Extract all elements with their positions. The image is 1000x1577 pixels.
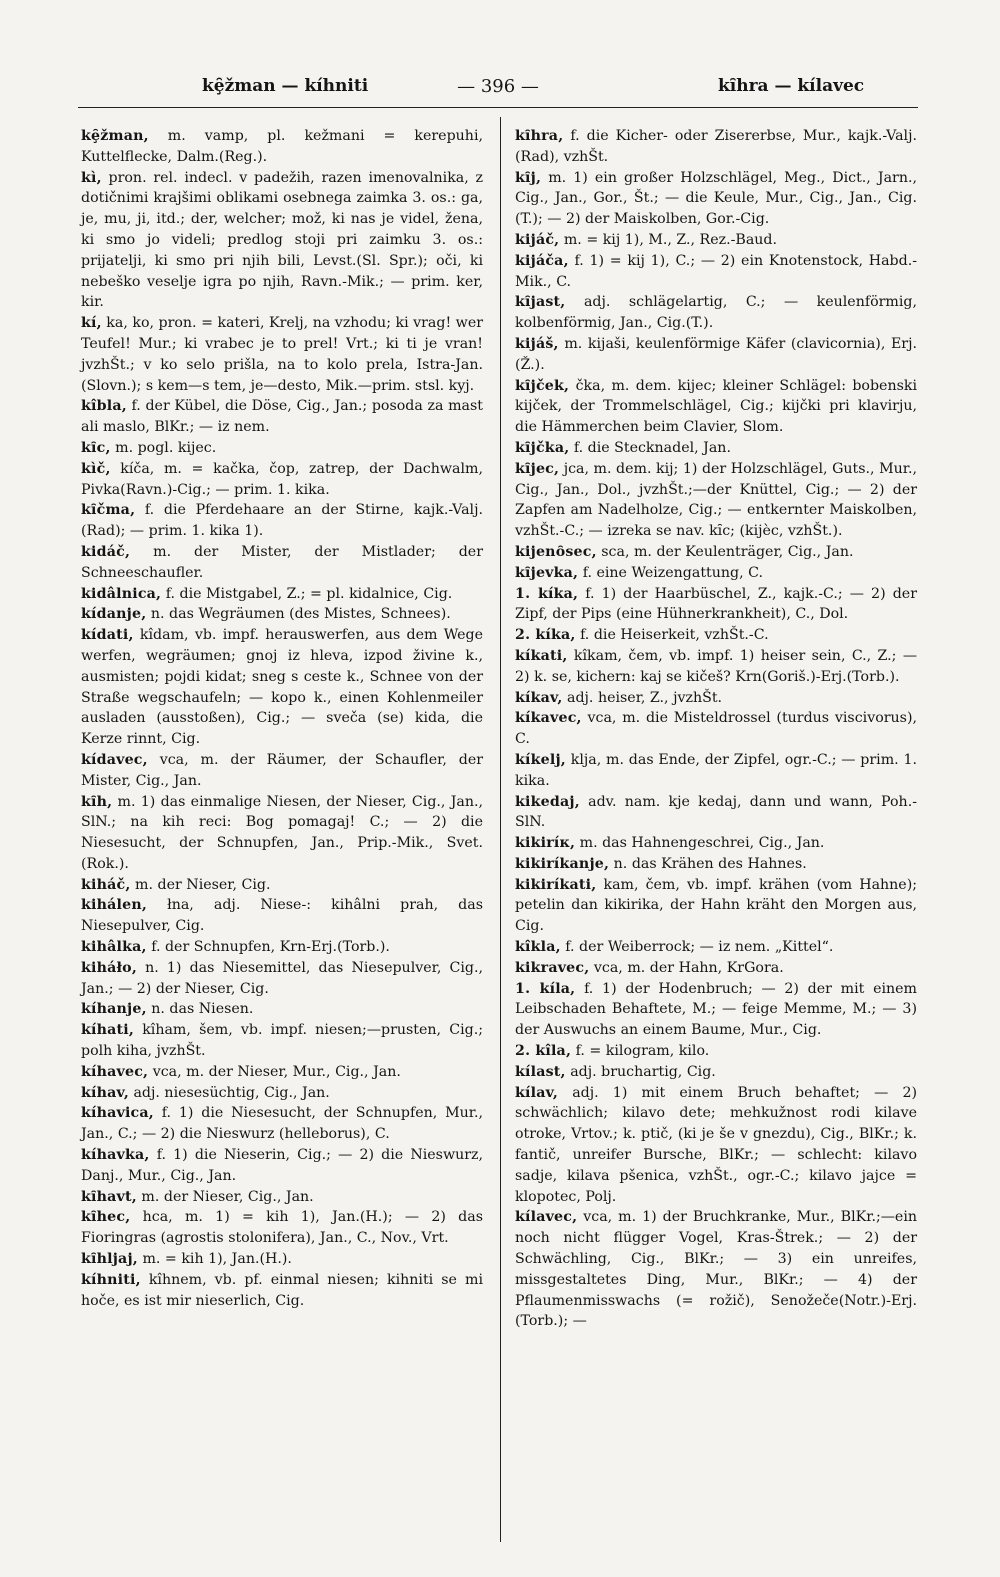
entry-definition: m. 1) das einmalige Niesen, der Nieser, Cig., Jan., SlN.; na kih reci: Bog pomagaj! C.; — 2) die Niesesucht, der Schnupfen, Jan., Prip.-Mik., Svet.(Rok.). bbox=[81, 793, 483, 872]
dictionary-entry bbox=[515, 563, 917, 584]
dictionary-entry bbox=[515, 1207, 917, 1332]
entry-headword: kidâlnica, bbox=[81, 585, 162, 602]
entry-definition: f. 1) die Nieserin, Cig.; — 2) die Nieswurz, Danj., Mur., Cig., Jan. bbox=[81, 1147, 484, 1184]
dictionary-entry bbox=[81, 1083, 483, 1104]
entry-headword: kì, bbox=[81, 169, 102, 186]
running-head bbox=[78, 72, 918, 100]
dictionary-entry bbox=[81, 1187, 483, 1208]
dictionary-entry bbox=[81, 438, 483, 459]
dictionary-entry bbox=[81, 1270, 483, 1312]
entry-definition: f. die Pferdehaare an der Stirne, kajk.-Valj.(Rad); — prim. 1. kika 1). bbox=[81, 502, 483, 540]
entry-definition: ka, ko, pron. = kateri, Krelj, na vzhodu; ki vrag! wer Teufel! Mur.; ki vrabec je to prel! Vrt.; ki ti je vran! jvzhŠt.; v ko selo prišla, na to kolo prela, Istra-Jan.(Slovn.); s kem—s tem, je—desto, Mik.—prim. stsl. kyj. bbox=[81, 315, 483, 394]
dictionary-entry bbox=[81, 875, 483, 896]
entry-definition: m. = kih 1), Jan.(H.). bbox=[142, 1251, 292, 1268]
entry-headword: kikiríkati, bbox=[515, 876, 597, 893]
entry-headword: kíhavec, bbox=[81, 1063, 149, 1080]
entry-definition: n. das Krähen des Hahnes. bbox=[613, 855, 807, 872]
dictionary-entry bbox=[515, 625, 917, 646]
dictionary-entry bbox=[515, 833, 917, 854]
entry-definition: kîdam, vb. impf. herauswerfen, aus dem Wege werfen, wegräumen; gnoj iz hleva, izpod živine k., ausmisten; pojdi kidat; sneg s ceste k., Schnee von der Straße wegschaufeln; — kopo k., einen Kohlenmeiler ausladen (ausstoßen), Cig.; — sveča (se) kida, die Kerze rinnt, Cig. bbox=[81, 627, 484, 748]
entry-headword: kiháč, bbox=[81, 876, 131, 893]
entry-definition: kîhnem, vb. pf. einmal niesen; kihniti se mi hoče, es ist mir nieserlich, Cig. bbox=[81, 1271, 484, 1309]
entry-headword: kȋjčka, bbox=[515, 439, 570, 456]
entry-definition: adj. heiser, Z., jvzhŠt. bbox=[566, 689, 723, 706]
entry-definition: f. = kilogram, kilo. bbox=[575, 1043, 710, 1060]
dictionary-entry bbox=[81, 459, 483, 501]
running-head-right: kȋhra — kílavec bbox=[718, 76, 865, 96]
entry-headword: kí, bbox=[81, 315, 102, 332]
entry-headword: kíhavica, bbox=[81, 1105, 154, 1122]
entry-definition: f. die Mistgabel, Z.; = pl. kidalnice, Cig. bbox=[165, 585, 453, 602]
entry-definition: m. der Nieser, Cig. bbox=[135, 876, 271, 893]
entry-headword: kidáč, bbox=[81, 543, 131, 560]
entry-definition: łna, adj. Niese-: kihâlni prah, das Niesepulver, Cig. bbox=[81, 897, 483, 935]
dictionary-entry bbox=[81, 396, 483, 438]
entry-headword: kìč, bbox=[81, 460, 111, 477]
dictionary-entry bbox=[515, 979, 917, 1041]
entry-headword: kijáča, bbox=[515, 252, 569, 269]
entry-headword: kikedaj, bbox=[515, 793, 580, 810]
entry-headword: kȩ̑žman, bbox=[81, 128, 149, 144]
entry-definition: kam, čem, vb. impf. krähen (vom Hahne); petelin dan kikirika, der Hahn kräht den Morgen aus, Cig. bbox=[515, 876, 918, 935]
entry-headword: kíhav, bbox=[81, 1084, 129, 1101]
dictionary-entry bbox=[515, 126, 917, 168]
entry-headword: kíhanje, bbox=[81, 1001, 147, 1018]
entry-headword: kídati, bbox=[81, 627, 134, 644]
entry-headword: kijenȏsec, bbox=[515, 543, 597, 560]
entry-headword: kihâlka, bbox=[81, 939, 147, 956]
left-column bbox=[81, 126, 483, 1311]
page-number: — 396 — bbox=[457, 75, 539, 97]
entry-definition: jca, m. dem. kij; 1) der Holzschlägel, Guts., Mur., Cig., Jan., Dol., jvzhŠt.;—der Knüttel, Cig.; — 2) der Zapfen am Nadelholze, Cig.; — entkernter Maiskolben, vzhŠt.-C.; — izreka se nav. kȋc; (kijèc, vzhŠt.). bbox=[515, 460, 917, 540]
entry-definition: kîham, šem, vb. impf. niesen;—prusten, Cig.; polh kiha, jvzhŠt. bbox=[81, 1022, 483, 1060]
entry-definition: f. 1) der Hodenbruch; — 2) der mit einem Leibschaden Behaftete, M.; — feige Memme, M.; — 3) der Auswuchs an einem Baume, Mur., Cig. bbox=[515, 980, 918, 1039]
entry-definition: pron. rel. indecl. v padežih, razen imenovalnika, z dotičnimi krajšimi oblikami osebnega zaimka 3. os.: ga, je, mu, ji, itd.; der, welcher; mož, ki nas je videl, žena, ki smo jo videli; predlog stoji pri zaimku 3. os.: prijatelji, ki smo pri njih bili, Levst.(Sl. Spr.); oči, ki nebeško veselje igra po njih, Ravn.-Mik.; — prim. ker, kir. bbox=[81, 169, 483, 311]
dictionary-entry bbox=[515, 542, 917, 563]
entry-headword: kíhati, bbox=[81, 1022, 135, 1039]
dictionary-entry bbox=[515, 1062, 917, 1083]
dictionary-entry bbox=[515, 937, 917, 958]
entry-definition: vca, m. der Nieser, Mur., Cig., Jan. bbox=[152, 1063, 401, 1080]
entry-definition: kíča, m. = kačka, čop, zatrep, der Dachwalm, Pivka(Ravn.)-Cig.; — prim. 1. kika. bbox=[81, 460, 483, 498]
dictionary-entry bbox=[81, 168, 483, 314]
entry-definition: m. der Mister, der Mistlader; der Schneeschaufler. bbox=[81, 543, 483, 581]
entry-definition: adv. nam. kje kedaj, dann und wann, Poh.-SlN. bbox=[515, 793, 917, 831]
entry-definition: m. pogl. kijec. bbox=[115, 439, 217, 456]
entry-definition: f. die Kicher- oder Zisererbse, Mur., kajk.-Valj.(Rad), vzhŠt. bbox=[515, 128, 918, 165]
entry-headword: kíhavka, bbox=[81, 1147, 150, 1164]
dictionary-entry bbox=[81, 895, 483, 937]
entry-headword: kíkati, bbox=[515, 647, 568, 664]
entry-definition: adj. schlägelartig, C.; — keulenförmig, kolbenförmig, Jan., Cig.(T.). bbox=[515, 294, 917, 332]
dictionary-entry bbox=[81, 1062, 483, 1083]
entry-headword: kîkla, bbox=[515, 939, 561, 956]
entry-headword: kílavec, bbox=[515, 1209, 578, 1226]
dictionary-entry bbox=[81, 1249, 483, 1270]
entry-definition: f. die Heiserkeit, vzhŠt.-C. bbox=[580, 627, 769, 644]
dictionary-entry bbox=[515, 875, 917, 937]
dictionary-entry bbox=[81, 1103, 483, 1145]
dictionary-entry bbox=[515, 251, 917, 293]
entry-headword: kíhniti, bbox=[81, 1271, 141, 1288]
dictionary-entry bbox=[81, 1207, 483, 1249]
dictionary-entry bbox=[81, 1020, 483, 1062]
entry-headword: kȋh, bbox=[81, 793, 113, 810]
entry-definition: m. das Hahnengeschrei, Cig., Jan. bbox=[579, 835, 825, 852]
entry-definition: vca, m. die Misteldrossel (turdus viscivorus), C. bbox=[515, 710, 917, 748]
entry-definition: f. der Kübel, die Döse, Cig., Jan.; posoda za mast ali maslo, BlKr.; — iz nem. bbox=[81, 398, 483, 436]
entry-definition: m. = kij 1), M., Z., Rez.-Baud. bbox=[563, 231, 778, 248]
entry-definition: m. der Nieser, Cig., Jan. bbox=[141, 1188, 314, 1205]
right-column bbox=[515, 126, 917, 1332]
entry-definition: n. 1) das Niesemittel, das Niesepulver, Cig., Jan.; — 2) der Nieser, Cig. bbox=[81, 959, 483, 997]
entry-headword: kȋc, bbox=[81, 439, 111, 456]
dictionary-entry bbox=[515, 1041, 917, 1062]
entry-headword: kȋhljaj, bbox=[81, 1251, 138, 1268]
entry-definition: sca, m. der Keulenträger, Cig., Jan. bbox=[601, 543, 854, 560]
dictionary-entry bbox=[515, 438, 917, 459]
dictionary-entry bbox=[81, 937, 483, 958]
entry-definition: vca, m. der Räumer, der Schaufler, der Mister, Cig., Jan. bbox=[81, 751, 484, 789]
entry-definition: n. das Wegräumen (des Mistes, Schnees). bbox=[150, 606, 451, 623]
entry-definition: n. das Niesen. bbox=[151, 1001, 254, 1018]
dictionary-entry bbox=[515, 459, 917, 542]
entry-headword: kijáš, bbox=[515, 335, 559, 352]
running-head-left: kȩ̑žman — kíhniti bbox=[202, 76, 369, 96]
dictionary-entry bbox=[81, 500, 483, 542]
entry-headword: kíkelj, bbox=[515, 751, 566, 768]
dictionary-entry bbox=[515, 708, 917, 750]
dictionary-entry bbox=[515, 334, 917, 376]
dictionary-entry bbox=[81, 313, 483, 396]
entry-headword: kídanje, bbox=[81, 606, 147, 623]
entry-definition: f. 1) die Niesesucht, der Schnupfen, Mur., Jan., C.; — 2) die Nieswurz (helleborus), C. bbox=[81, 1105, 483, 1143]
dictionary-entry bbox=[81, 625, 483, 750]
entry-headword: kȋčma, bbox=[81, 502, 136, 519]
entry-definition: hca, m. 1) = kih 1), Jan.(H.); — 2) das Fioringras (agrostis stolonifera), Jan., C., Nov., Vrt. bbox=[81, 1209, 483, 1247]
dictionary-entry bbox=[81, 1145, 483, 1187]
dictionary-entry bbox=[515, 1083, 917, 1208]
dictionary-entry bbox=[515, 168, 917, 230]
entry-headword: kȋjček, bbox=[515, 377, 570, 394]
entry-headword: kijáč, bbox=[515, 231, 560, 248]
entry-definition: klja, m. das Ende, der Zipfel, ogr.-C.; — prim. 1. kika. bbox=[515, 751, 917, 789]
dictionary-entry bbox=[515, 376, 917, 438]
column-divider bbox=[500, 117, 501, 1542]
entry-headword: kílav, bbox=[515, 1084, 559, 1101]
entry-headword: 1. kíka, bbox=[515, 585, 579, 602]
entry-definition: m. vamp, pl. kežmani = kerepuhi, Kuttelflecke, Dalm.(Reg.). bbox=[81, 128, 483, 165]
entry-headword: kílast, bbox=[515, 1063, 566, 1080]
dictionary-entry bbox=[81, 604, 483, 625]
dictionary-entry bbox=[81, 542, 483, 584]
entry-headword: kihálen, bbox=[81, 897, 147, 914]
dictionary-entry bbox=[515, 958, 917, 979]
entry-headword: kikiríк, bbox=[515, 835, 576, 852]
entry-definition: f. 1) der Haarbüschel, Z., kajk.-C.; — 2) der Zipf, der Pips (eine Hühnerkrankheit), C., Dol. bbox=[515, 585, 917, 623]
dictionary-entry bbox=[81, 126, 483, 168]
entry-definition: f. die Stecknadel, Jan. bbox=[573, 439, 731, 456]
dictionary-entry bbox=[515, 646, 917, 688]
entry-headword: kiháło, bbox=[81, 959, 137, 976]
entry-definition: f. der Weiberrock; — iz nem. „Kittel“. bbox=[565, 939, 834, 956]
entry-definition: adj. niesesüchtig, Cig., Jan. bbox=[133, 1084, 330, 1101]
entry-headword: kȋjast, bbox=[515, 294, 566, 311]
entry-headword: kîbla, bbox=[81, 398, 127, 415]
entry-headword: kȋhec, bbox=[81, 1209, 131, 1226]
dictionary-entry bbox=[81, 999, 483, 1020]
entry-definition: vca, m. der Hahn, KrGora. bbox=[593, 959, 784, 976]
entry-headword: kȋhavt, bbox=[81, 1188, 137, 1205]
dictionary-entry bbox=[515, 688, 917, 709]
entry-definition: f. 1) = kij 1), C.; — 2) ein Knotenstock, Habd.-Mik., C. bbox=[515, 252, 917, 290]
entry-definition: adj. 1) mit einem Bruch behaftet; — 2) schwächlich; kilavo dete; mehkužnost rodi kilave otroke, Vrtov.; k. ptič, (ki je še v gnezdu), Cig., BlKr.; k. fantič, unreifer Bursche, BlKr.; — schlecht: kilavo sadje, kilava pšenica, vzhŠt., ogr.-C.; kilavo jajce = klopotec, Polj. bbox=[515, 1084, 918, 1205]
header-rule bbox=[78, 107, 918, 108]
entry-headword: kíkavec, bbox=[515, 710, 582, 727]
entry-headword: kȋjevka, bbox=[515, 564, 579, 581]
entry-definition: m. 1) ein großer Holzschlägel, Meg., Dict., Jarn., Cig., Jan., Gor., Št.; — die Keule, Mur., Cig., Jan., Cig.(T.); — 2) der Maiskolben, Gor.-Cig. bbox=[515, 169, 917, 228]
dictionary-entry bbox=[515, 750, 917, 792]
dictionary-entry bbox=[515, 854, 917, 875]
entry-definition: m. kijaši, keulenförmige Käfer (clavicornia), Erj.(Ž.). bbox=[515, 335, 918, 373]
entry-definition: čka, m. dem. kijec; kleiner Schlägel: bobenski kijček, der Trommelschlägel, Cig.; kijčki pri klavirju, die Hämmerchen beim Clavier, Slom. bbox=[515, 377, 917, 436]
dictionary-entry bbox=[515, 584, 917, 626]
entry-headword: kȋjec, bbox=[515, 460, 560, 477]
entry-definition: f. der Schnupfen, Krn-Erj.(Torb.). bbox=[151, 939, 390, 956]
entry-headword: kikravec, bbox=[515, 959, 590, 976]
entry-headword: kikiríkanje, bbox=[515, 855, 610, 872]
entry-headword: 2. kíka, bbox=[515, 627, 576, 644]
dictionary-entry bbox=[515, 792, 917, 834]
entry-definition: kîkam, čem, vb. impf. 1) heiser sein, C., Z.; — 2) k. se, kichern: kaj se kičeš? Krn(Goriš.)-Erj.(Torb.). bbox=[515, 647, 918, 685]
dictionary-entry bbox=[81, 792, 483, 875]
entry-definition: vca, m. 1) der Bruchkranke, Mur., BlKr.;—ein noch nicht flügger Vogel, Kras-Štrek.; — 2) der Schwächling, Cig., BlKr.; — 3) ein unreifes, missgestaltetes Ding, Mur., BlKr.; — 4) der Pflaumenmisswachs (= rožič), Senožeče(Notr.)-Erj.(Torb.); — bbox=[515, 1209, 917, 1330]
dictionary-entry bbox=[515, 292, 917, 334]
entry-headword: kȋj, bbox=[515, 169, 542, 186]
entry-headword: 2. kîla, bbox=[515, 1043, 572, 1060]
entry-headword: kídavec, bbox=[81, 751, 148, 768]
entry-headword: 1. kíla, bbox=[515, 980, 576, 997]
dictionary-entry bbox=[81, 584, 483, 605]
entry-definition: adj. bruchartig, Cig. bbox=[570, 1063, 716, 1080]
dictionary-entry bbox=[81, 958, 483, 1000]
dictionary-entry bbox=[515, 230, 917, 251]
entry-definition: f. eine Weizengattung, C. bbox=[582, 564, 763, 581]
dictionary-entry bbox=[81, 750, 483, 792]
entry-headword: kȋhra, bbox=[515, 128, 564, 144]
entry-headword: kíkav, bbox=[515, 689, 563, 706]
